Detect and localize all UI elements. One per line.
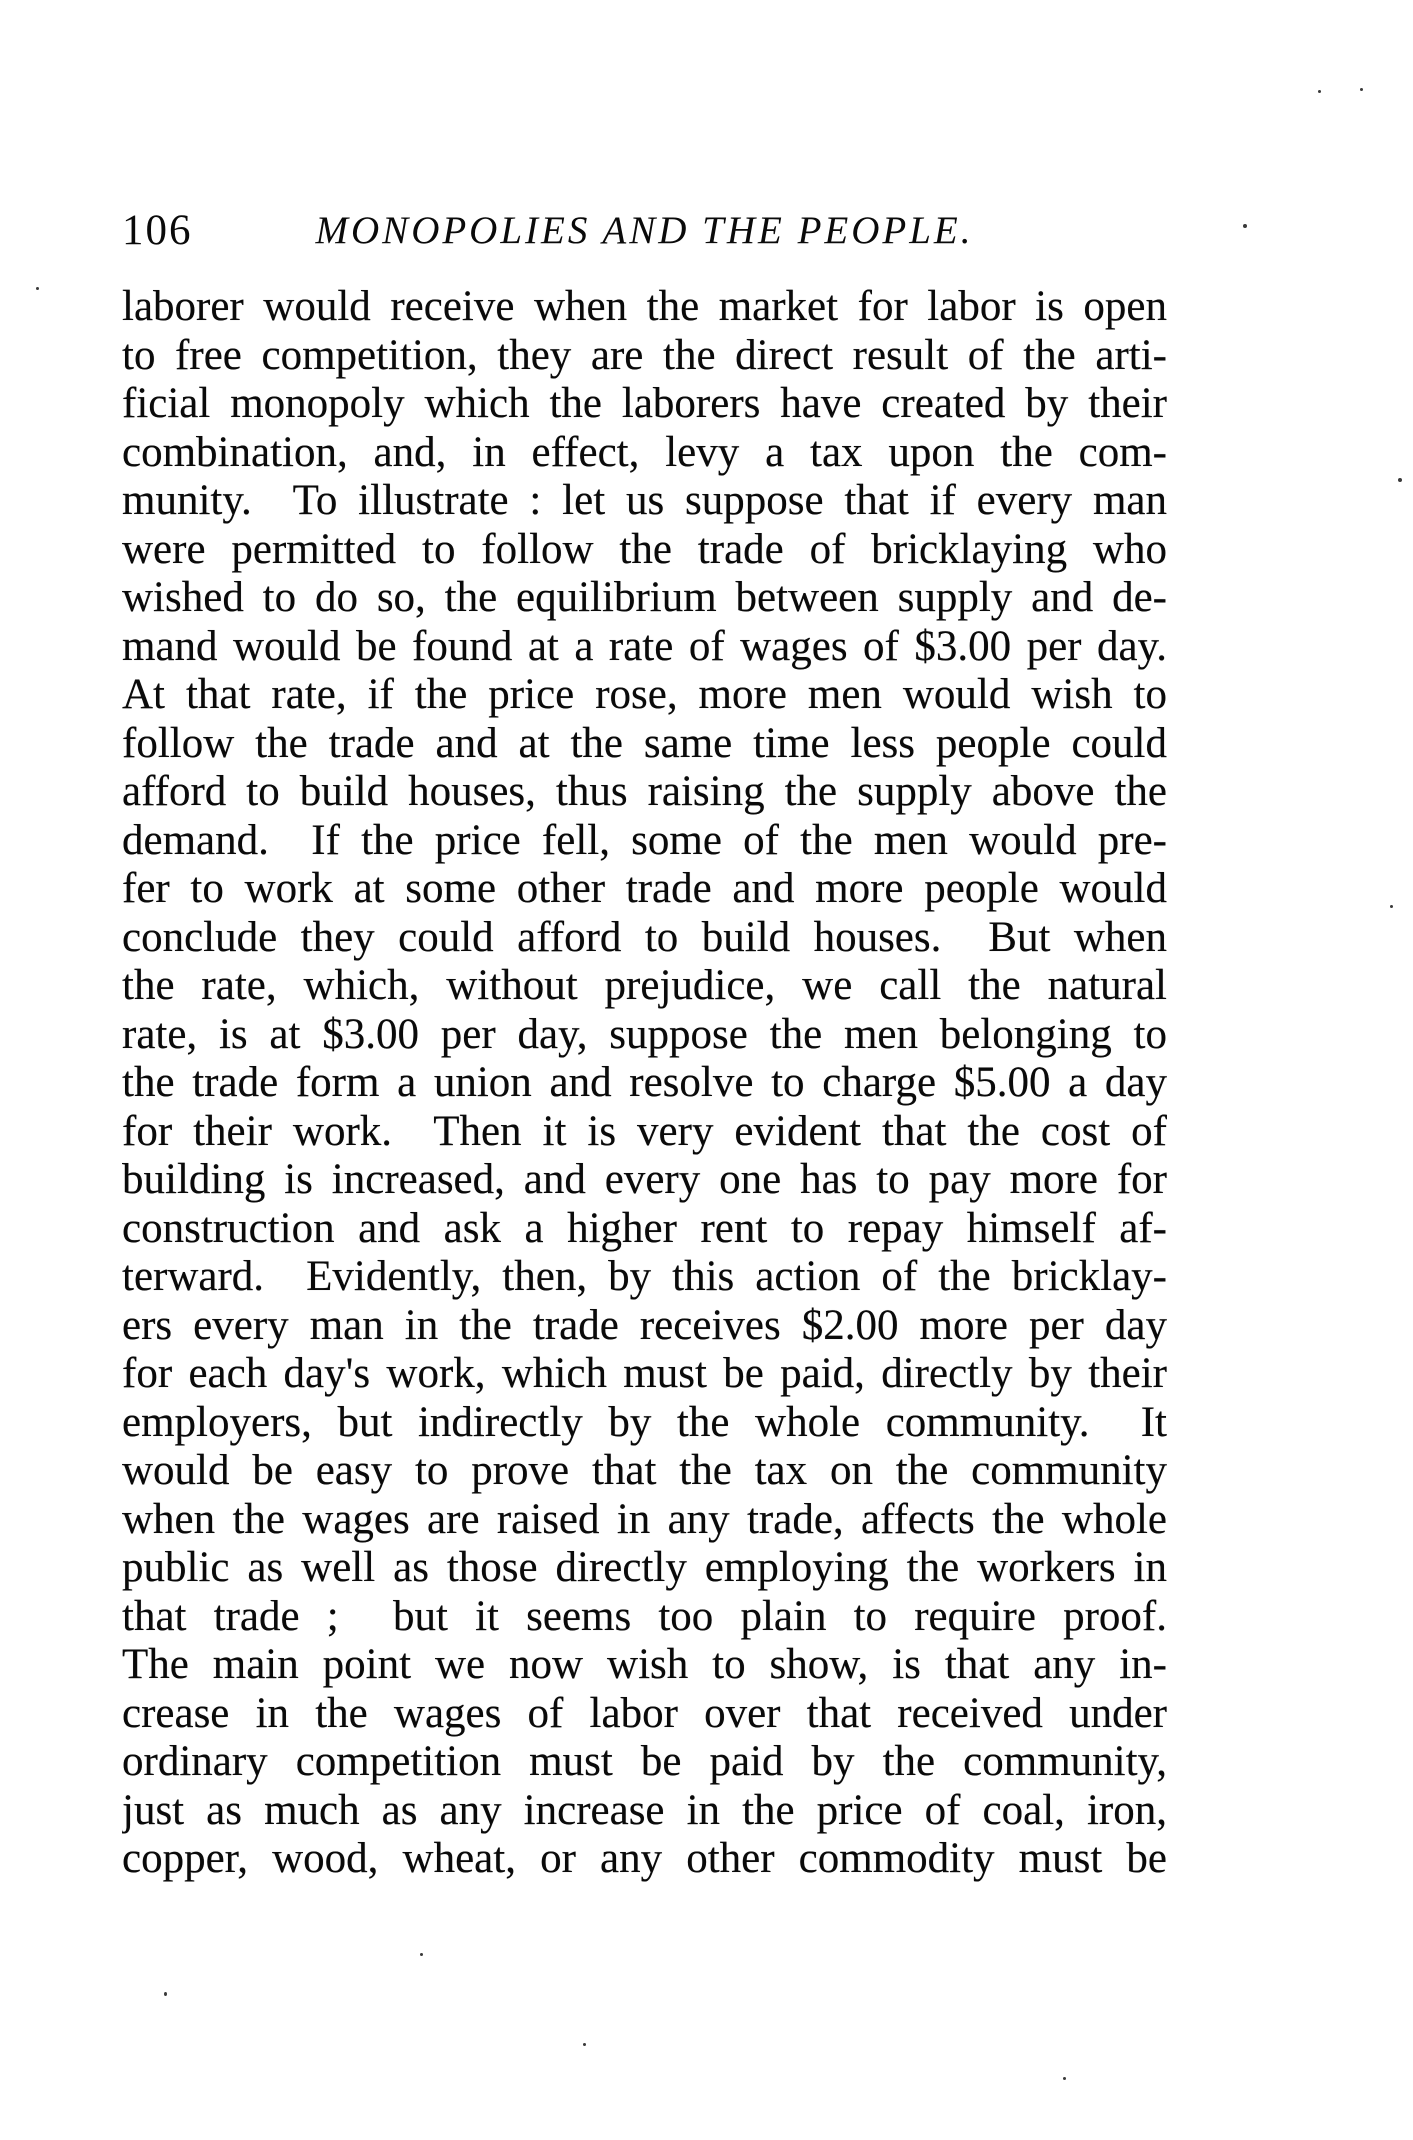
text-line: ers every man in the trade receives $2.00 more per day [122,1301,1167,1349]
running-header [122,206,1167,258]
text-line: building is increased, and every one has to pay more for [122,1156,1167,1203]
text-line: copper, wood, wheat, or any other commodity must be [122,1835,1167,1882]
text-line: for each day's work, which must be paid, directly by their [122,1350,1167,1397]
text-line: rate, is at $3.00 per day, suppose the men belonging to [122,1010,1167,1058]
text-line: for their work. Then it is very evident that the cost of [122,1107,1167,1155]
text-line: the rate, which, without prejudice, we call the natural [122,962,1167,1009]
text-line: At that rate, if the price rose, more men would wish to [122,671,1167,718]
text-line: munity. To illustrate : let us suppose that if every man [122,477,1167,524]
text-line: wished to do so, the equilibrium between supply and de- [122,574,1167,621]
text-line: combination, and, in effect, levy a tax upon the com- [122,428,1167,476]
scan-speck [164,1992,167,1996]
scan-speck [1360,88,1363,91]
body-text [122,283,1167,1884]
text-line: fer to work at some other trade and more people would [122,865,1167,912]
page-number: 106 [122,207,193,254]
scan-speck [1243,224,1247,228]
scan-speck [420,1953,423,1956]
text-line: ficial monopoly which the laborers have created by their [122,380,1167,427]
text-line: ordinary competition must be paid by the community, [122,1738,1167,1785]
chapter-running-title: MONOPOLIES AND THE PEOPLE. [315,209,974,252]
scan-speck [1318,90,1321,93]
scan-speck [1398,478,1402,482]
text-line: that trade ; but it seems too plain to require proof. [122,1592,1167,1640]
text-line: The main point we now wish to show, is that any in- [122,1641,1167,1688]
text-line: demand. If the price fell, some of the men would pre- [122,816,1167,864]
scan-speck [1390,905,1393,908]
text-line: public as well as those directly employing the workers in [122,1544,1167,1591]
text-line: crease in the wages of labor over that received under [122,1689,1167,1737]
text-line: follow the trade and at the same time less people could [122,719,1167,767]
text-line: laborer would receive when the market for labor is open [122,283,1167,330]
scan-speck [1063,2077,1066,2080]
text-line: construction and ask a higher rent to repay himself af- [122,1204,1167,1252]
text-line: conclude they could afford to build houses. But when [122,913,1167,961]
text-line: would be easy to prove that the tax on the community [122,1447,1167,1494]
text-line: afford to build houses, thus raising the supply above the [122,768,1167,815]
text-line: were permitted to follow the trade of bricklaying who [122,525,1167,573]
text-line: the trade form a union and resolve to charge $5.00 a day [122,1059,1167,1106]
text-line: terward. Evidently, then, by this action of the bricklay- [122,1253,1167,1300]
scan-speck [583,2043,586,2046]
text-line: when the wages are raised in any trade, affects the whole [122,1495,1167,1543]
text-line: to free competition, they are the direct result of the arti- [122,331,1167,379]
text-line: just as much as any increase in the price of coal, iron, [122,1786,1167,1834]
text-line: mand would be found at a rate of wages of $3.00 per day. [122,622,1167,670]
scan-speck [36,287,39,290]
text-line: employers, but indirectly by the whole community. It [122,1398,1167,1446]
